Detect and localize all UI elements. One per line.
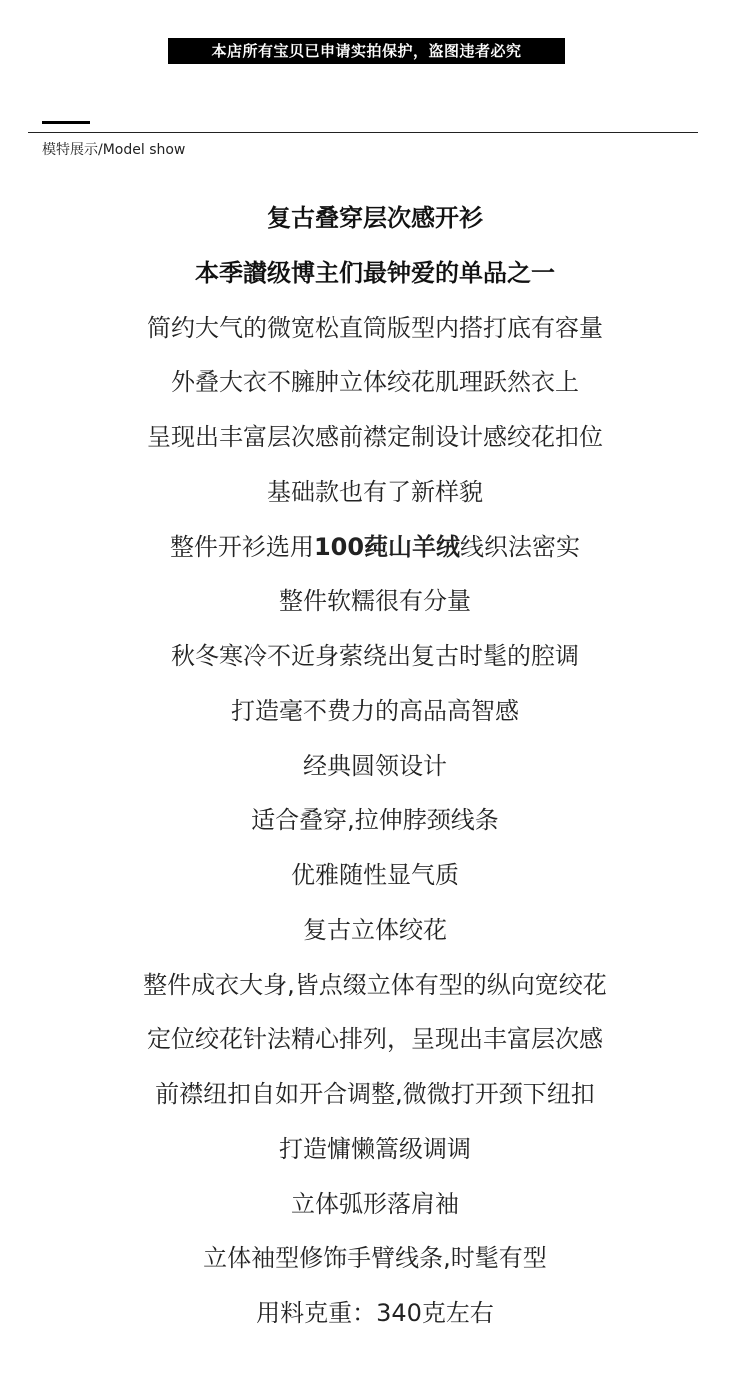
copyright-notice-text: 本店所有宝贝已申请实拍保护，盗图违者必究 — [211, 42, 522, 60]
description-line: 整件软糯很有分量 — [279, 587, 471, 616]
copyright-notice-banner — [168, 38, 565, 64]
description-line: 呈现出丰富层次感前襟定制设计感绞花扣位 — [147, 423, 603, 451]
description-headline: 复古叠穿层次感开衫 — [267, 204, 483, 232]
material-text-prefix: 整件开衫选用 — [169, 532, 314, 561]
description-line: 打造毫不费力的高品高智感 — [231, 696, 519, 725]
description-line: 简约大气的微宽松直筒版型内搭打底有容量 — [147, 313, 603, 342]
material-highlight: 100莼山羊绒 — [313, 532, 461, 561]
description-subheadline: 本季讃级博主们最钟爱的单品之一 — [195, 258, 555, 287]
description-line: 定位绞花针法精心排列，呈现出丰富层次感 — [147, 1025, 603, 1054]
description-line: 整件成衣大身,皆点缀立体有型的纵向宽绞花 — [143, 970, 607, 999]
description-line: 适合叠穿,拉伸脖颈线条 — [251, 806, 499, 835]
description-line-material — [0, 527, 750, 582]
description-line: 外叠大衣不臃肿立体绞花肌理跃然衣上 — [171, 368, 579, 397]
description-line: 基础款也有了新样貌 — [267, 477, 483, 506]
section-accent-bar — [42, 121, 90, 124]
description-line: 立体弧形落肩袖 — [291, 1189, 459, 1218]
description-line: 复古立体绞花 — [303, 915, 447, 944]
description-line: 优雅随性显气质 — [291, 861, 459, 889]
description-line: 打造慵懒篙级调调 — [279, 1134, 471, 1163]
description-line: 经典圆领设计 — [303, 751, 447, 780]
description-line: 前襟纽扣自如开合调整,微微打开颈下纽扣 — [155, 1080, 595, 1108]
section-title: 模特展示/Model show — [42, 142, 186, 158]
description-line: 立体袖型修饰手臂线条,时髦有型 — [203, 1244, 547, 1273]
product-description — [0, 198, 750, 1348]
description-line-fabric-weight: 用料克重：340克左右 — [256, 1299, 494, 1327]
material-text-suffix: 线织法密实 — [460, 532, 581, 561]
section-divider — [28, 132, 698, 133]
description-line: 秋冬寒冷不近身萦绕出复古时髦的腔调 — [171, 642, 579, 670]
